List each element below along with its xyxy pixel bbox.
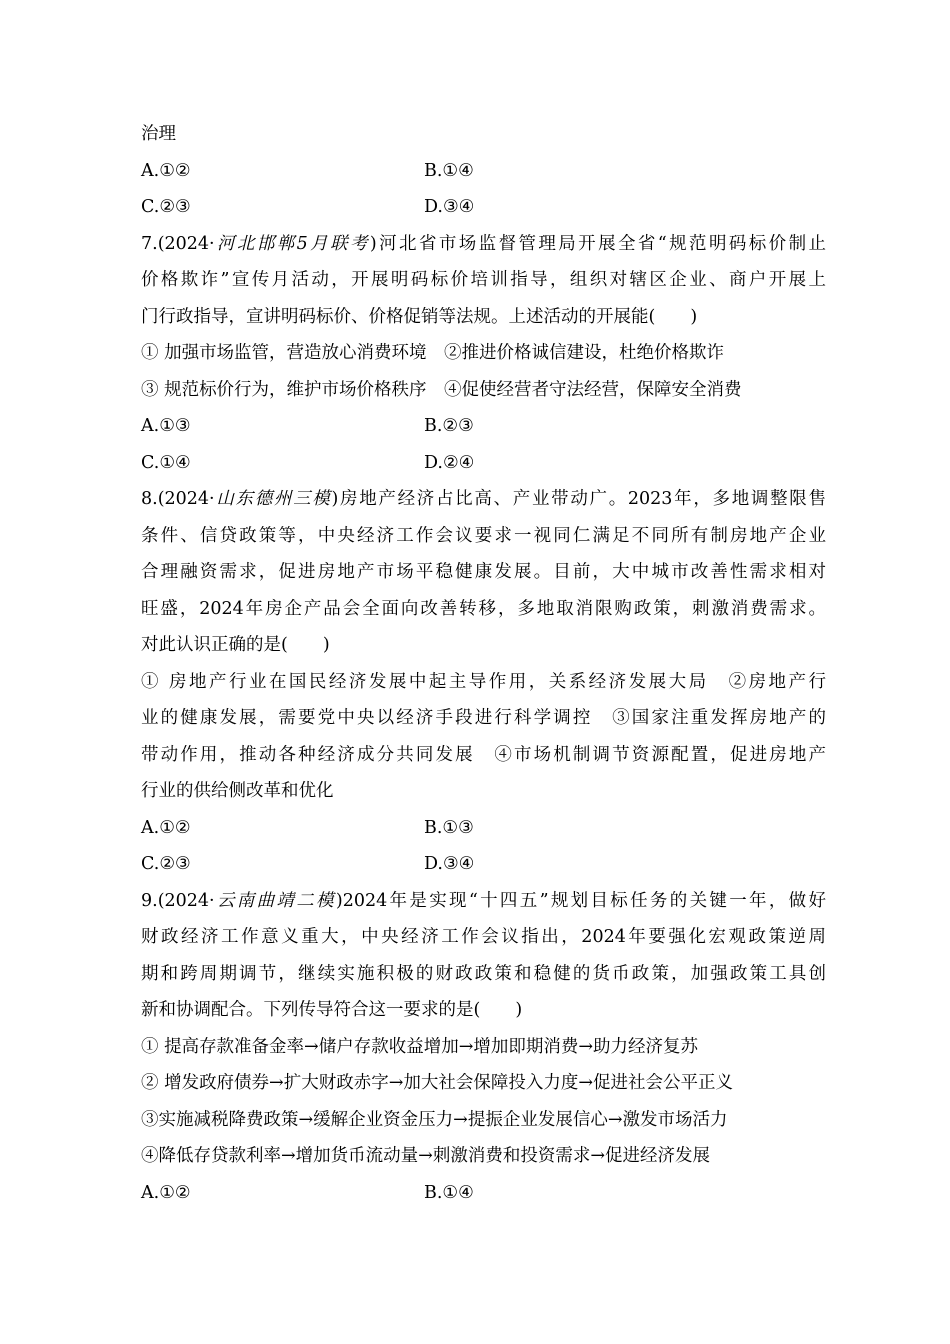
q8-options-row-2 xyxy=(141,852,826,876)
q9-stem-line-3: 期和跨周期调节，继续实施积极的财政政策和稳健的货币政策，加强政策工具创 xyxy=(141,963,826,984)
q9-stem-line-4: 新和协调配合。下列传导符合这一要求的是( ) xyxy=(141,1000,523,1020)
q8-option-b[interactable]: B.①③ xyxy=(424,817,474,838)
q9-stem-line-2: 财政经济工作意义重大，中央经济工作会议指出，2024年要强化宏观政策逆周 xyxy=(141,927,826,947)
document-page xyxy=(141,122,826,1217)
q8-stem-line-4: 旺盛，2024年房企产品会全面向改善转移，多地取消限购政策，刺激消费需求。 xyxy=(141,598,826,619)
q6-option-c[interactable]: C.②③ xyxy=(141,197,191,217)
q8-statement-line-3: 带动作用，推动各种经济成分共同发展 ④市场机制调节资源配置，促进房地产 xyxy=(141,744,826,765)
q8-stem-line-5: 对此认识正确的是( ) xyxy=(141,635,330,655)
q7-option-a[interactable]: A.①③ xyxy=(141,416,191,436)
q8-source: 山东德州三模 xyxy=(214,489,332,509)
q9-stem-line-1 xyxy=(141,889,826,913)
q7-source: 河北邯郸5月联考 xyxy=(214,233,370,254)
q9-option-a[interactable]: A.①② xyxy=(141,1182,191,1203)
q8-statement-line-1: ① 房地产行业在国民经济发展中起主导作用，关系经济发展大局 ②房地产行 xyxy=(141,671,826,692)
q7-option-c[interactable]: C.①④ xyxy=(141,452,191,473)
q9-options-row-1 xyxy=(141,1181,826,1205)
q9-number: 9.(2024· xyxy=(141,890,215,911)
q6-option-b[interactable]: B.①④ xyxy=(424,160,474,181)
q7-stem-line-3: 门行政指导，宣讲明码标价、价格促销等法规。上述活动的开展能( ) xyxy=(141,306,698,327)
q7-option-b[interactable]: B.②③ xyxy=(424,416,474,436)
q8-text-1: )房地产经济占比高、产业带动广。2023年，多地调整限售 xyxy=(331,489,826,509)
q9-statement-4: ④降低存贷款利率→增加货币流动量→刺激消费和投资需求→促进经济发展 xyxy=(141,1146,710,1166)
q8-option-c[interactable]: C.②③ xyxy=(141,854,191,874)
q6-continuation: 治理 xyxy=(141,124,176,144)
q9-source: 云南曲靖二模 xyxy=(214,890,336,911)
q7-text-1: )河北省市场监督管理局开展全省“规范明码标价制止 xyxy=(369,233,826,254)
q8-option-d[interactable]: D.③④ xyxy=(424,854,475,874)
q9-statement-1: ① 提高存款准备金率→储户存款收益增加→增加即期消费→助力经济复苏 xyxy=(141,1036,699,1057)
q7-stem-line-1 xyxy=(141,232,826,256)
q7-option-d[interactable]: D.②④ xyxy=(424,452,475,473)
q9-statement-3: ③实施减税降费政策→缓解企业资金压力→提振企业发展信心→激发市场活力 xyxy=(141,1109,728,1130)
q7-options-row-2 xyxy=(141,451,826,475)
q6-option-a[interactable]: A.①② xyxy=(141,160,191,181)
q8-statement-line-2: 业的健康发展，需要党中央以经济手段进行科学调控 ③国家注重发挥房地产的 xyxy=(141,708,826,728)
q7-statement-2: ③ 规范标价行为，维护市场价格秩序 ④促使经营者守法经营，保障安全消费 xyxy=(141,379,742,400)
q8-option-a[interactable]: A.①② xyxy=(141,817,191,838)
q7-number: 7.(2024· xyxy=(141,233,215,254)
q8-stem-line-1 xyxy=(141,487,826,511)
q8-options-row-1 xyxy=(141,816,826,840)
q8-number: 8.(2024· xyxy=(141,489,215,509)
q9-text-1: )2024年是实现“十四五”规划目标任务的关键一年，做好 xyxy=(335,890,826,911)
q6-option-d[interactable]: D.③④ xyxy=(424,197,475,217)
q8-stem-line-3: 合理融资需求，促进房地产市场平稳健康发展。目前，大中城市改善性需求相对 xyxy=(141,562,826,582)
q7-options-row-1 xyxy=(141,414,826,438)
q8-statement-line-4: 行业的供给侧改革和优化 xyxy=(141,781,334,801)
q7-statement-1: ① 加强市场监管，营造放心消费环境 ②推进价格诚信建设，杜绝价格欺诈 xyxy=(141,343,725,363)
q6-options-row-2 xyxy=(141,195,826,219)
q7-stem-line-2: 价格欺诈”宣传月活动，开展明码标价培训指导，组织对辖区企业、商户开展上 xyxy=(141,270,826,290)
q9-statement-2: ② 增发政府债券→扩大财政赤字→加大社会保障投入力度→促进社会公平正义 xyxy=(141,1073,734,1093)
q9-option-b[interactable]: B.①④ xyxy=(424,1182,474,1203)
q6-options-row-1 xyxy=(141,159,826,183)
q8-stem-line-2: 条件、信贷政策等，中央经济工作会议要求一视同仁满足不同所有制房地产企业 xyxy=(141,525,826,546)
